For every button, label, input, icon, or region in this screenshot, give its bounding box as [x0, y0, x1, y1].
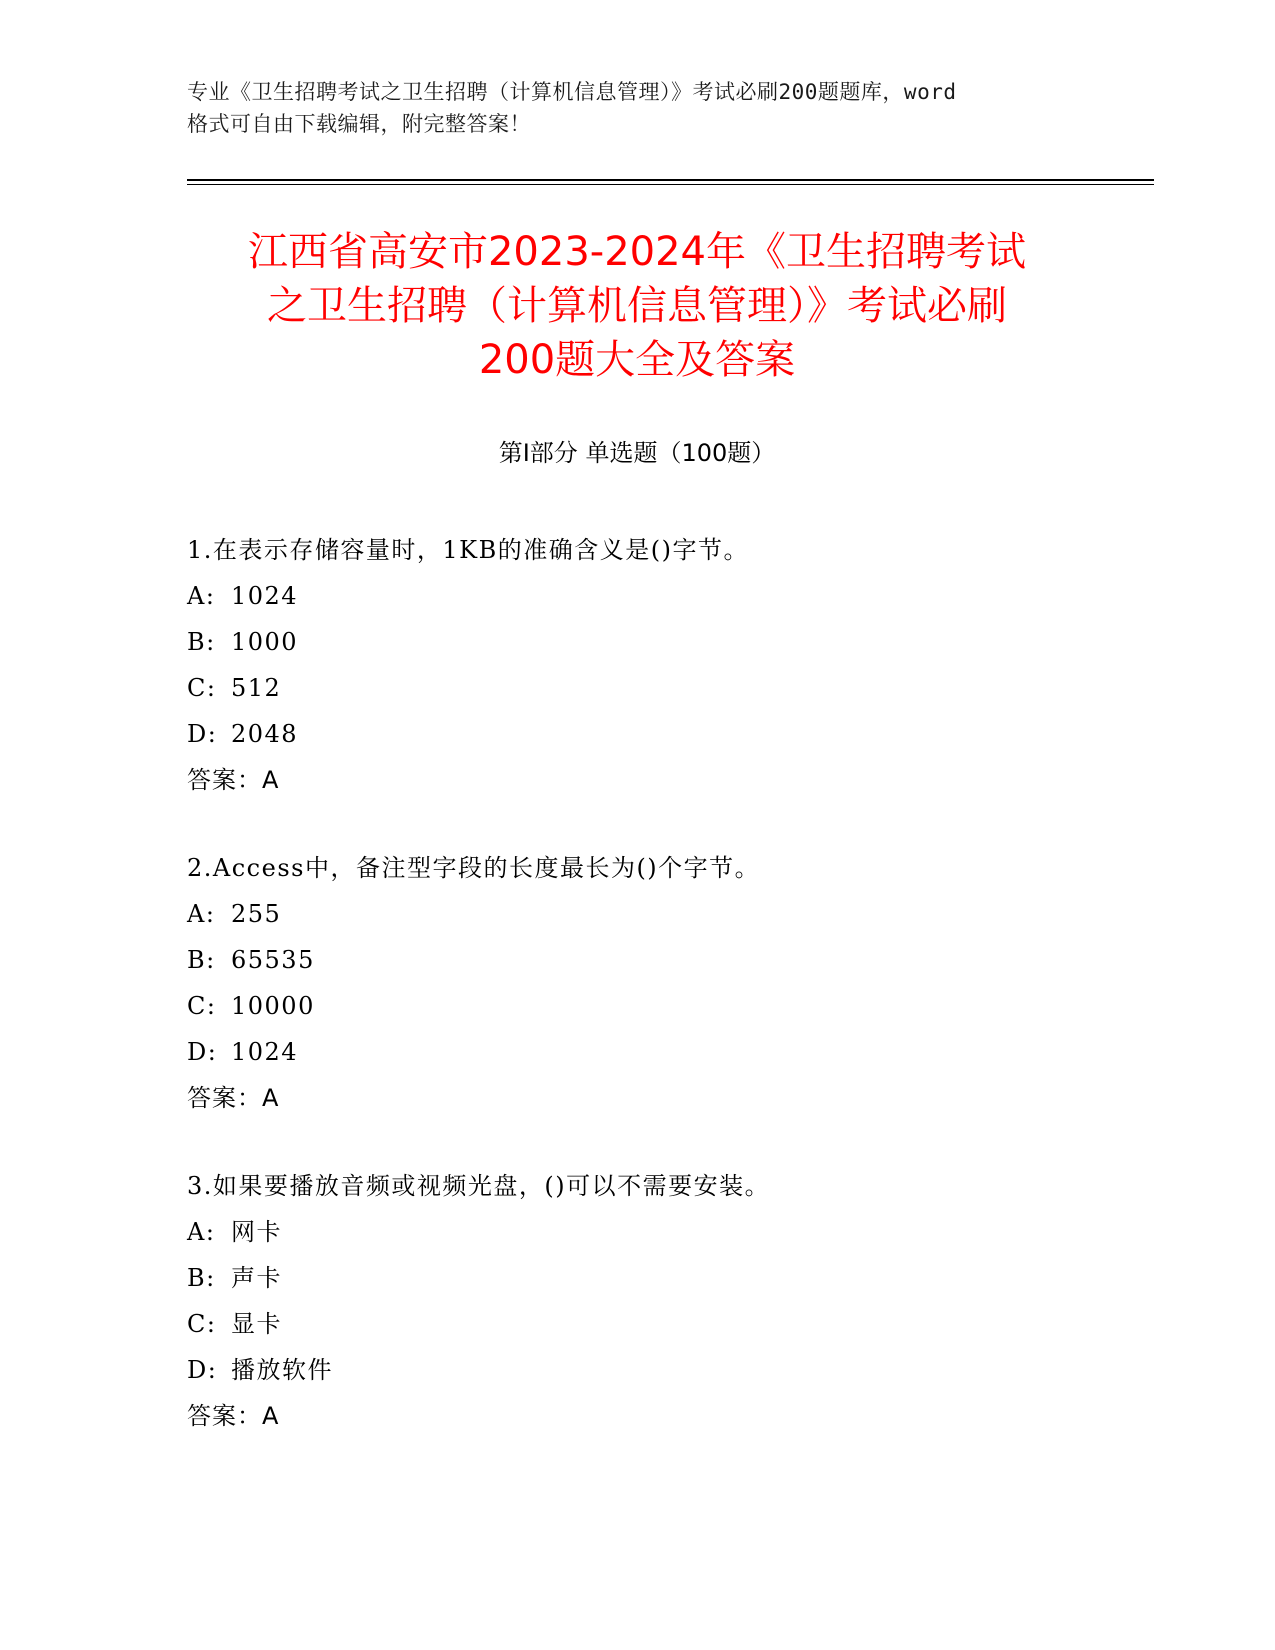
header-note: [187, 76, 1097, 140]
document-title-line-1: 江西省高安市2023-2024年《卫生招聘考试: [247, 229, 1027, 275]
header-note-line-2: 格式可自由下载编辑，附完整答案！: [187, 112, 531, 136]
question-item: [187, 845, 1147, 1121]
header-divider-thin: [187, 184, 1154, 185]
option-text: 声卡: [231, 1264, 282, 1292]
option-text: 1000: [231, 628, 299, 656]
option-d: [187, 1347, 1147, 1393]
option-b: [187, 1255, 1147, 1301]
question-stem: 2.Access中，备注型字段的长度最长为()个字节。: [187, 854, 761, 882]
option-a: [187, 891, 1147, 937]
option-text: 2048: [231, 720, 299, 748]
question-list: [187, 527, 1147, 1481]
question-item: [187, 1163, 1147, 1439]
document-title-line-3: 200题大全及答案: [478, 337, 796, 383]
section-title: 第Ⅰ部分 单选题（100题）: [498, 439, 776, 467]
option-c: [187, 665, 1147, 711]
option-key: B:: [187, 628, 216, 656]
option-a: [187, 573, 1147, 619]
option-a: [187, 1209, 1147, 1255]
option-key: D:: [187, 1038, 218, 1066]
option-key: D:: [187, 1356, 218, 1384]
question-item: [187, 527, 1147, 803]
answer-line: 答案：A: [187, 1084, 280, 1112]
header-note-line-1: 专业《卫生招聘考试之卫生招聘（计算机信息管理）》考试必刷200题题库，word: [187, 80, 957, 104]
option-b: [187, 619, 1147, 665]
option-key: D:: [187, 720, 218, 748]
option-key: C:: [187, 674, 217, 702]
option-key: B:: [187, 946, 216, 974]
option-key: A:: [187, 1218, 216, 1246]
option-key: A:: [187, 582, 216, 610]
option-d: [187, 1029, 1147, 1075]
option-text: 65535: [231, 946, 315, 974]
question-stem: 3.如果要播放音频或视频光盘，()可以不需要安装。: [187, 1172, 771, 1200]
option-b: [187, 937, 1147, 983]
option-text: 1024: [231, 582, 299, 610]
option-key: C:: [187, 992, 217, 1020]
option-key: B:: [187, 1264, 216, 1292]
option-text: 1024: [231, 1038, 299, 1066]
option-text: 10000: [231, 992, 315, 1020]
option-c: [187, 983, 1147, 1029]
option-text: 255: [231, 900, 282, 928]
question-stem: 1.在表示存储容量时，1KB的准确含义是()字节。: [187, 536, 749, 564]
header-divider-thick: [187, 179, 1154, 181]
option-key: A:: [187, 900, 216, 928]
option-key: C:: [187, 1310, 217, 1338]
option-c: [187, 1301, 1147, 1347]
document-title-line-2: 之卫生招聘（计算机信息管理）》考试必刷: [267, 283, 1007, 329]
option-text: 网卡: [231, 1218, 282, 1246]
answer-line: 答案：A: [187, 1402, 280, 1430]
option-text: 播放软件: [231, 1356, 333, 1384]
option-text: 512: [231, 674, 282, 702]
option-text: 显卡: [231, 1310, 282, 1338]
document-title: [187, 225, 1087, 387]
answer-line: 答案：A: [187, 766, 280, 794]
option-d: [187, 711, 1147, 757]
